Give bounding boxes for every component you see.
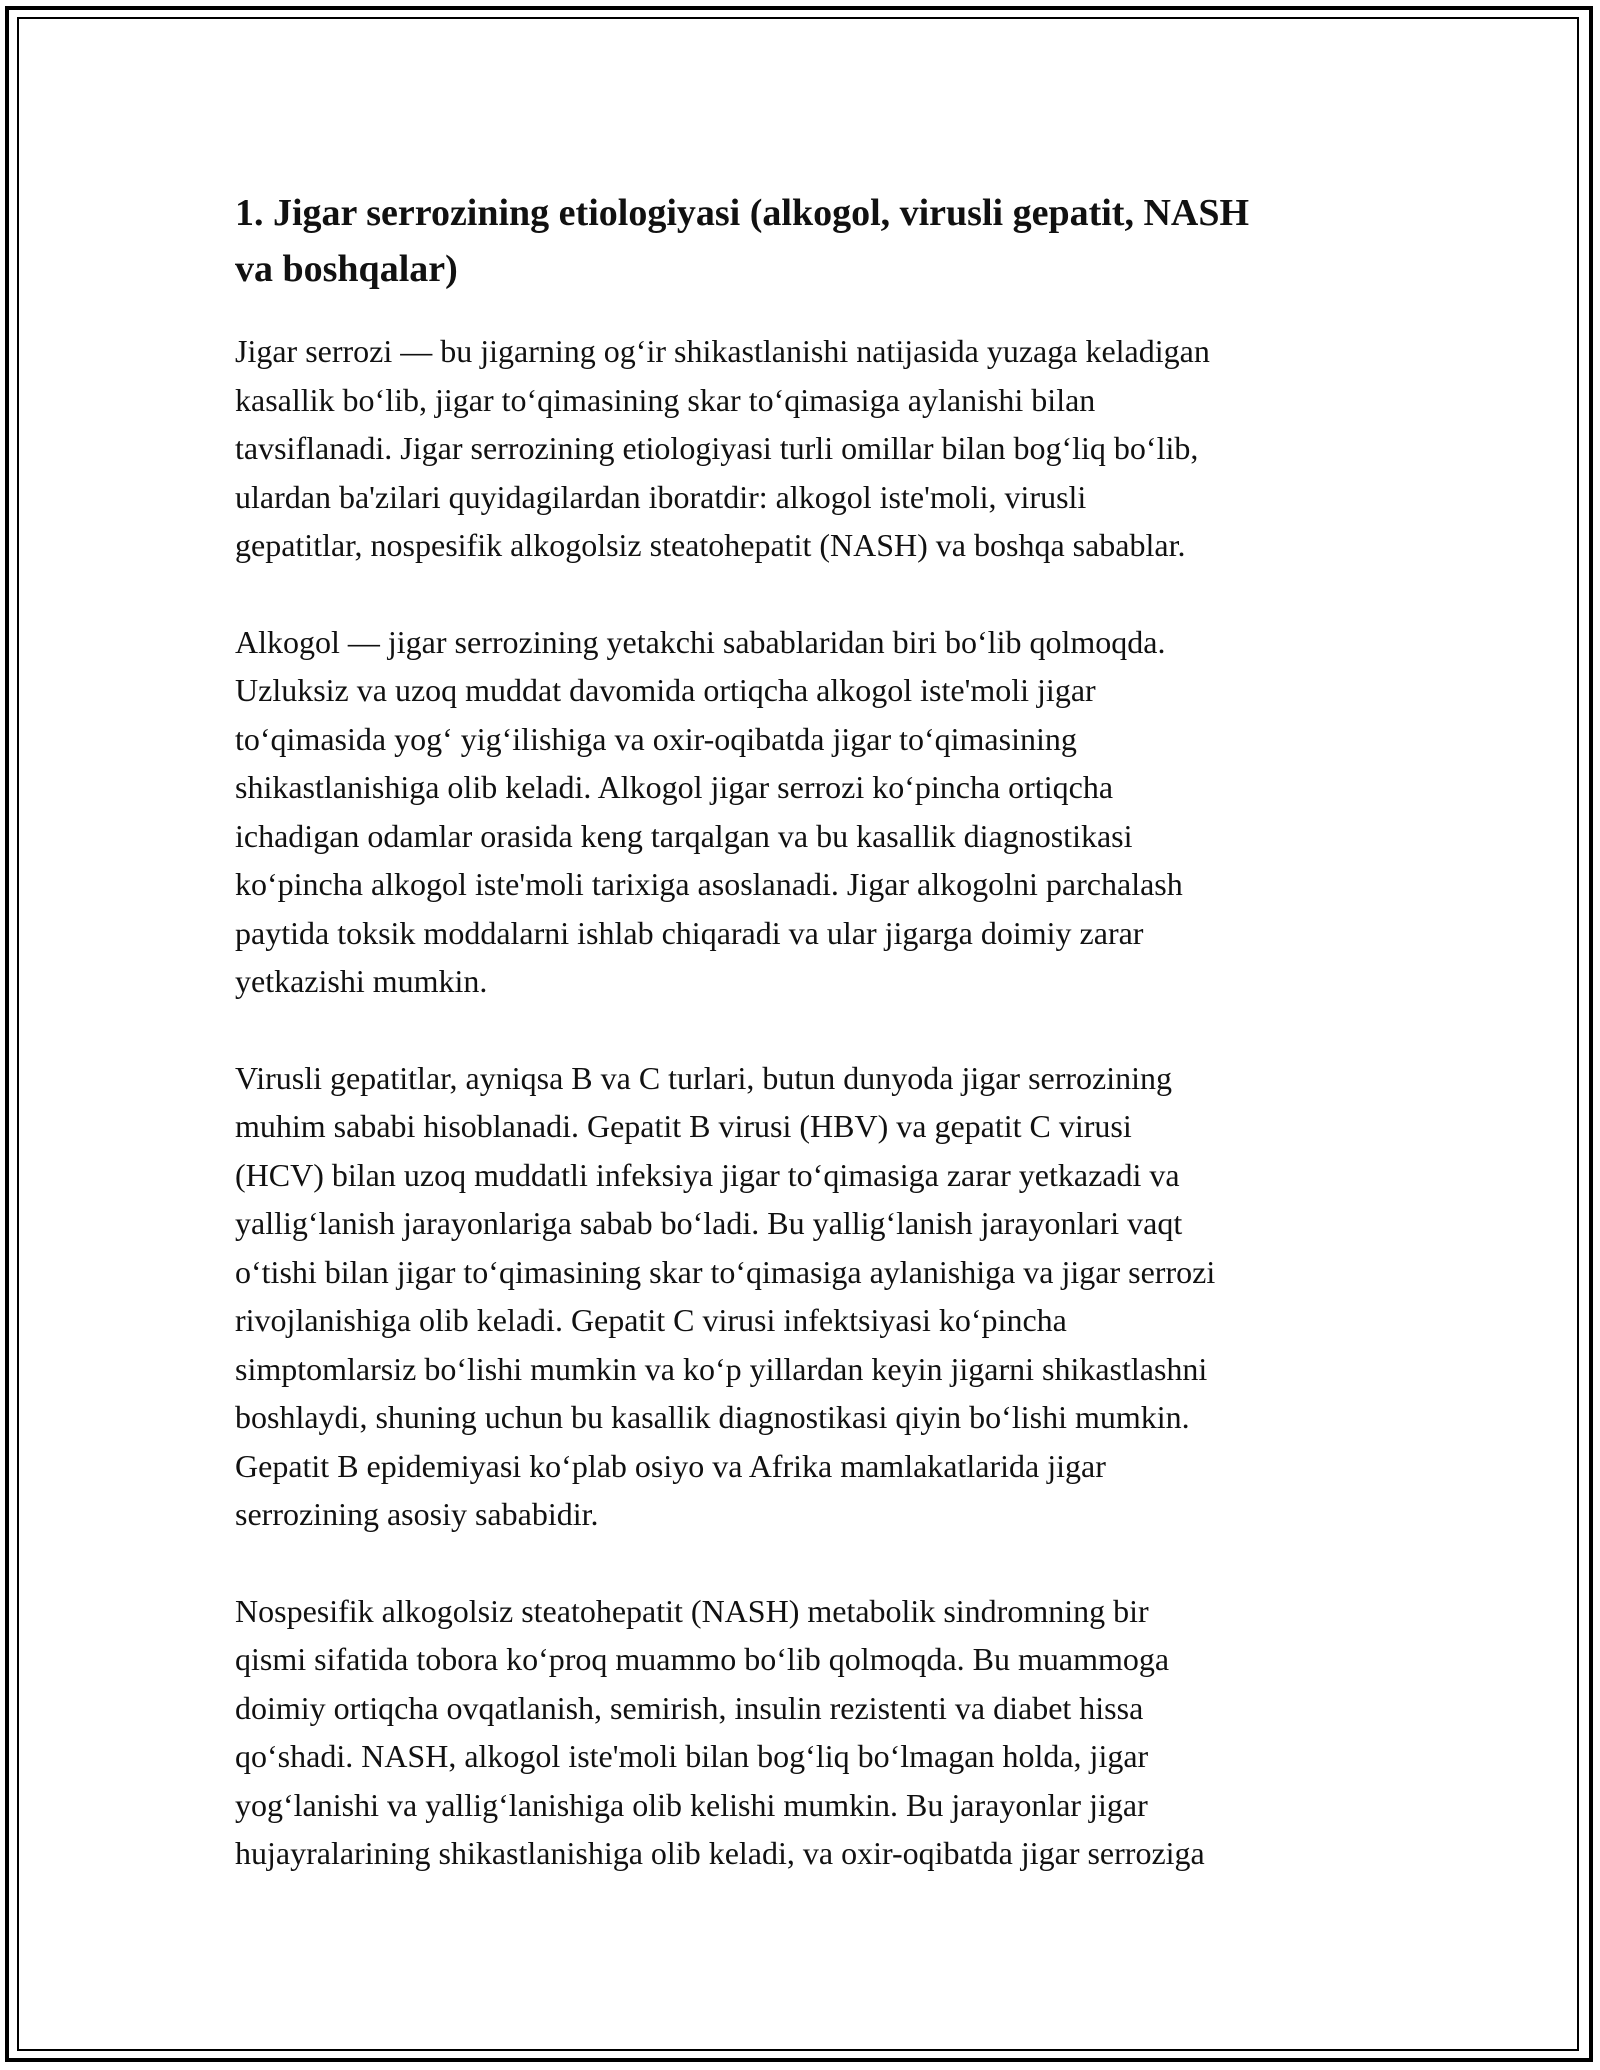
text-line: Uzluksiz va uzoq muddat davomida ortiqcha alkogol iste'moli jigar — [235, 672, 1096, 708]
text-line: simptomlarsiz bo‘lishi mumkin va ko‘p yillardan keyin jigarni shikastlashni — [235, 1350, 1208, 1387]
text-line: paytida toksik moddalarni ishlab chiqaradi va ular jigarga doimiy zarar — [235, 914, 1144, 951]
text-line: doimiy ortiqcha ovqatlanish, semirish, insulin rezistenti va diabet hissa — [235, 1689, 1144, 1726]
text-line: muhim sababi hisoblanadi. Gepatit B virusi (HBV) va gepatit C virusi — [235, 1108, 1132, 1144]
text-line: Virusli gepatitlar, ayniqsa B va C turlari, butun dunyoda jigar serrozining — [235, 1059, 1173, 1096]
text-line: tavsiflanadi. Jigar serrozining etiologiyasi turli omillar bilan bog‘liq bo‘lib, — [235, 430, 1199, 466]
text-line: Alkogol — jigar serrozining yetakchi sabablaridan biri bo‘lib qolmoqda. — [235, 623, 1166, 660]
text-line: serrozining asosiy sababidir. — [235, 1496, 599, 1532]
text-line: ichadigan odamlar orasida keng tarqalgan va bu kasallik diagnostikasi — [235, 817, 1133, 854]
text-line: to‘qimasida yog‘ yig‘ilishiga va oxir-oqibatda jigar to‘qimasining — [235, 720, 1077, 757]
heading-line: 1. Jigar serrozining etiologiyasi (alkogol, virusli gepatit, NASH — [235, 192, 1250, 234]
paragraph-nash — [235, 1587, 1365, 1878]
text-line: yetkazishi mumkin. — [235, 963, 488, 999]
text-line: gepatitlar, nospesifik alkogolsiz steatohepatit (NASH) va boshqa sabablar. — [235, 527, 1186, 563]
text-line: yallig‘lanish jarayonlariga sabab bo‘ladi. Bu yallig‘lanish jarayonlari vaqt — [235, 1205, 1183, 1241]
text-line: Nospesifik alkogolsiz steatohepatit (NASH) metabolik sindromning bir — [235, 1592, 1149, 1629]
heading-line: va boshqalar) — [235, 248, 458, 290]
text-line: yog‘lanishi va yallig‘lanishiga olib kelishi mumkin. Bu jarayonlar jigar — [235, 1786, 1148, 1823]
text-line: qismi sifatida tobora ko‘proq muammo bo‘lib qolmoqda. Bu muammoga — [235, 1641, 1170, 1677]
text-line: ko‘pincha alkogol iste'moli tarixiga asoslanadi. Jigar alkogolni parchalash — [235, 866, 1183, 902]
text-line: kasallik bo‘lib, jigar to‘qimasining skar to‘qimasiga aylanishi bilan — [235, 381, 1096, 418]
text-line: Gepatit B epidemiyasi ko‘plab osiyo va Afrika mamlakatlarida jigar — [235, 1447, 1106, 1484]
text-line: qo‘shadi. NASH, alkogol iste'moli bilan bog‘liq bo‘lmagan holda, jigar — [235, 1738, 1149, 1774]
text-line: boshlaydi, shuning uchun bu kasallik diagnostikasi qiyin bo‘lishi mumkin. — [235, 1399, 1190, 1435]
text-line: hujayralarining shikastlanishiga olib keladi, va oxir-oqibatda jigar serroziga — [235, 1835, 1205, 1871]
paragraph-alcohol — [235, 618, 1365, 1006]
text-line: Jigar serrozi — bu jigarning og‘ir shikastlanishi natijasida yuzaga keladigan — [235, 333, 1210, 369]
section-heading — [235, 185, 1365, 297]
paragraph-intro — [235, 327, 1365, 570]
text-line: shikastlanishiga olib keladi. Alkogol jigar serrozi ko‘pincha ortiqcha — [235, 769, 1114, 805]
text-line: o‘tishi bilan jigar to‘qimasining skar to‘qimasiga aylanishiga va jigar serrozi — [235, 1253, 1216, 1290]
document-body — [235, 185, 1365, 1878]
text-line: ulardan ba'zilari quyidagilardan iboratdir: alkogol iste'moli, virusli — [235, 478, 1087, 515]
text-line: (HCV) bilan uzoq muddatli infeksiya jigar to‘qimasiga zarar yetkazadi va — [235, 1156, 1180, 1193]
text-line: rivojlanishiga olib keladi. Gepatit C virusi infektsiyasi ko‘pincha — [235, 1302, 1067, 1338]
paragraph-viral-hepatitis — [235, 1054, 1365, 1539]
